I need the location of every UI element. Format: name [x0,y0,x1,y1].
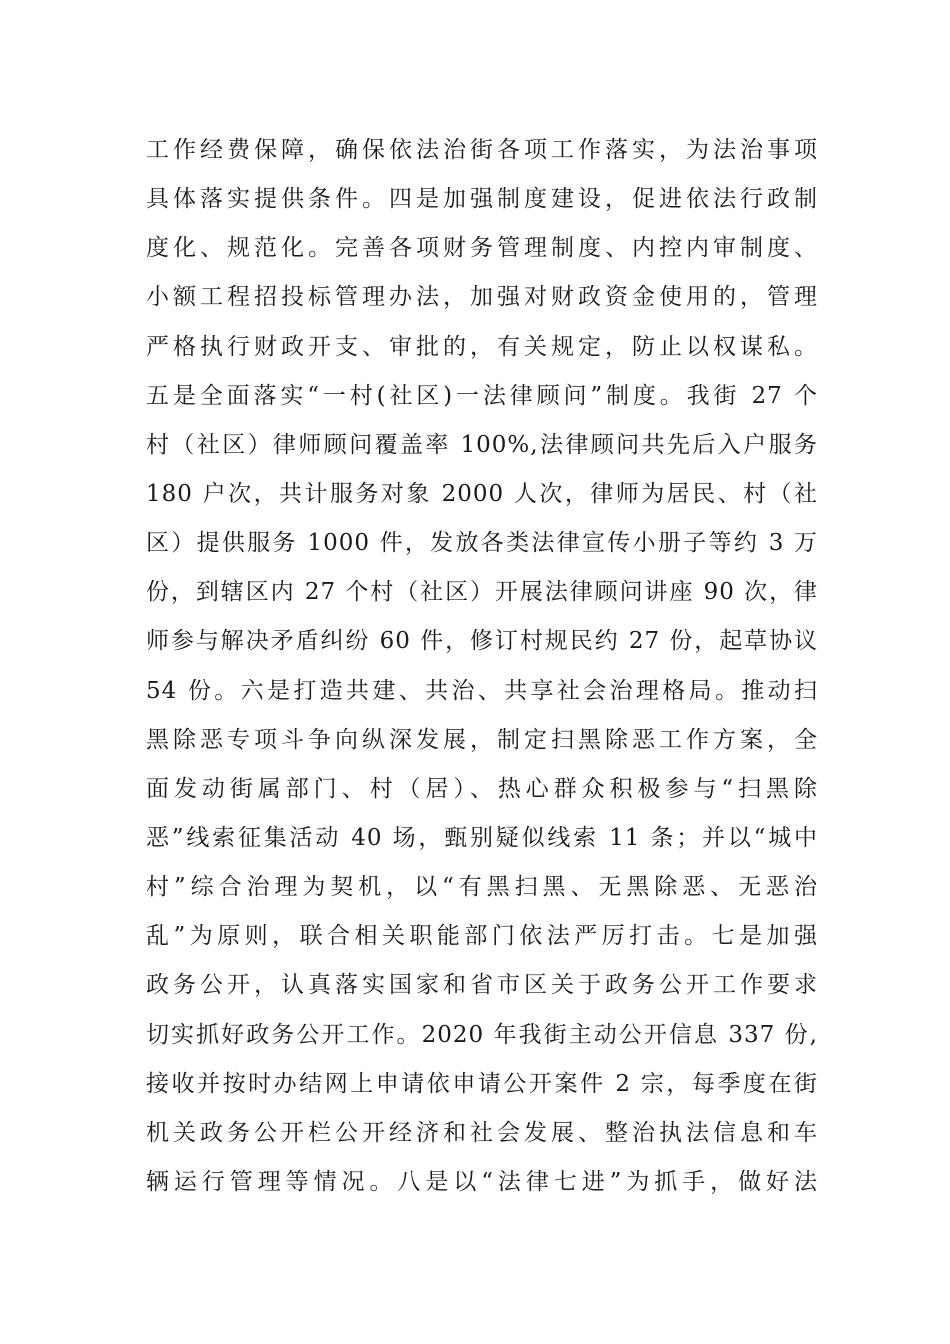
text-line: 具体落实提供条件。四是加强制度建设，促进依法行政制 [146,186,818,213]
text-line: 度化、规范化。完善各项财务管理制度、内控内审制度、 [146,235,818,262]
text-line: 五是全面落实“一村(社区)一法律顾问”制度。我街 27 个 [146,382,818,409]
text-line: 黑除恶专项斗争向纵深发展，制定扫黑除恶工作方案，全 [146,726,818,753]
text-line: 辆运行管理等情况。八是以“法律七进”为抓手，做好法 [146,1168,818,1195]
text-line: 接收并按时办结网上申请依申请公开案件 2 宗，每季度在街 [146,1070,818,1097]
text-line: 切实抓好政务公开工作。2020 年我街主动公开信息 337 份, [146,1021,818,1048]
text-line: 恶”线索征集活动 40 场，甄别疑似线索 11 条；并以“城中 [146,824,818,851]
text-line: 份，到辖区内 27 个村（社区）开展法律顾问讲座 90 次，律 [146,579,818,606]
text-line: 小额工程招投标管理办法，加强对财政资金使用的，管理 [146,284,818,311]
text-line: 机关政务公开栏公开经济和社会发展、整治执法信息和车 [146,1119,818,1146]
text-line: 村（社区）律师顾问覆盖率 100%,法律顾问共先后入户服务 [146,431,818,458]
text-line: 师参与解决矛盾纠纷 60 件，修订村规民约 27 份，起草协议 [146,628,818,655]
body-paragraph [146,126,818,1207]
text-line: 区）提供服务 1000 件，发放各类法律宣传小册子等约 3 万 [146,530,818,557]
text-line: 严格执行财政开支、审批的，有关规定，防止以权谋私。 [146,333,818,360]
text-line: 54 份。六是打造共建、共治、共享社会治理格局。推动扫 [146,677,818,704]
text-line: 180 户次，共计服务对象 2000 人次，律师为居民、村（社 [146,480,818,507]
text-line: 工作经费保障，确保依法治街各项工作落实，为法治事项 [146,137,818,163]
text-line: 村”综合治理为契机，以“有黑扫黑、无黑除恶、无恶治 [146,874,818,901]
text-line: 政务公开，认真落实国家和省市区关于政务公开工作要求 [146,972,818,999]
text-line: 乱”为原则，联合相关职能部门依法严厉打击。七是加强 [146,923,818,950]
text-line: 面发动街属部门、村（居）、热心群众积极参与“扫黑除 [146,775,818,802]
